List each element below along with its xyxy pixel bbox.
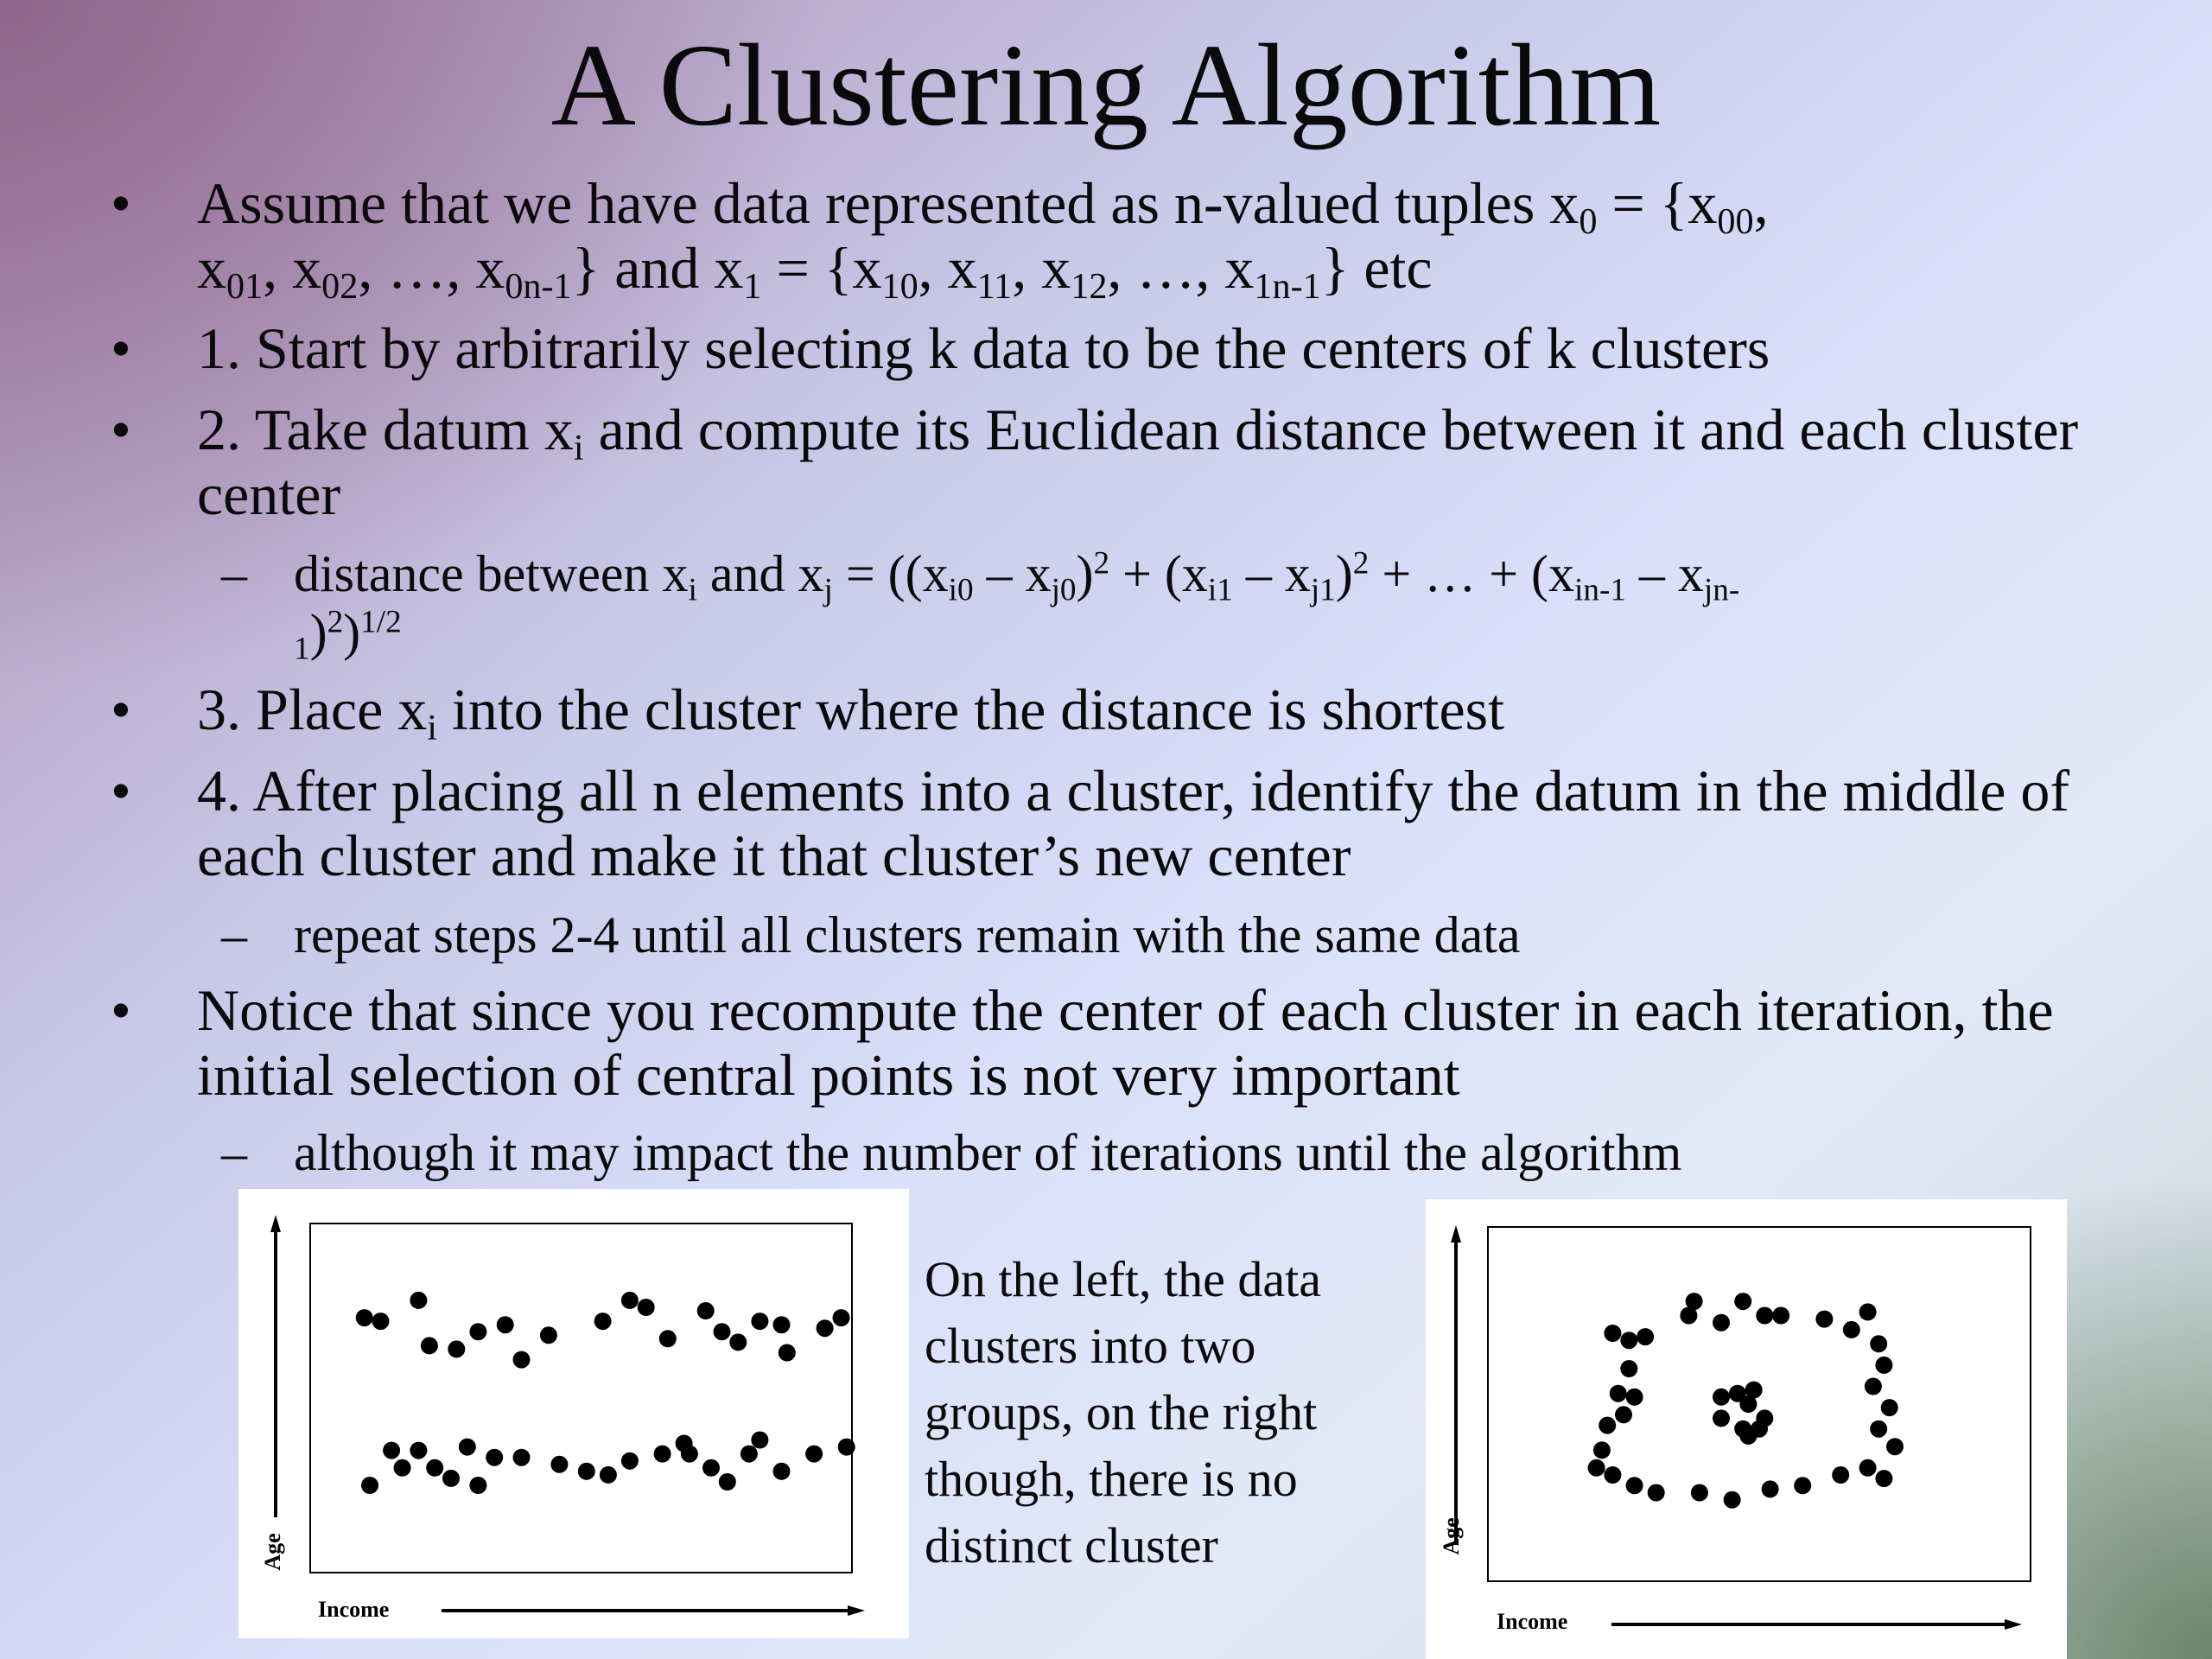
data-point (1762, 1480, 1779, 1497)
data-points (1588, 1293, 1904, 1509)
data-point (421, 1337, 438, 1354)
y-axis-arrowhead (1451, 1225, 1461, 1243)
x-axis-label: Income (318, 1597, 390, 1622)
data-point (1691, 1484, 1708, 1502)
bullet-assume-data: • Assume that we have data represented as n-valued tuples $x_0 = \{x_{00}$, $x_{01}$, $x_{02}$, …, $x_{0n-1}$} and $x_1 = \{x_{10}$, $x_{11}$, $x_{12}$, …, $x_{1n-1}$} etc (197, 171, 2150, 301)
slide-title: A Clustering Algorithm (550, 21, 1662, 150)
data-point (497, 1316, 514, 1333)
sub-bullet-iterations: – although it may impact the number of iterations until the algorithm (294, 1123, 2048, 1182)
figure-caption: On the left, the data clusters into two groups, on the right though, there is no distinct cluster (925, 1251, 1321, 1573)
data-point (729, 1333, 747, 1351)
data-point (1686, 1293, 1703, 1310)
data-point (578, 1463, 595, 1480)
data-point (1713, 1314, 1730, 1332)
data-point (540, 1326, 557, 1344)
data-point (654, 1446, 671, 1463)
data-point (410, 1292, 427, 1309)
data-point (1599, 1417, 1616, 1434)
data-point (1626, 1389, 1643, 1406)
data-point (1637, 1328, 1654, 1345)
data-point (1756, 1307, 1773, 1325)
data-point (1593, 1441, 1611, 1459)
data-point (513, 1351, 531, 1369)
data-point (719, 1473, 736, 1491)
data-point (1870, 1421, 1887, 1438)
data-point (1739, 1427, 1757, 1445)
data-point (1843, 1321, 1860, 1338)
data-point (621, 1452, 639, 1470)
data-point (383, 1442, 400, 1459)
plot-frame (1488, 1227, 2031, 1581)
data-point (702, 1459, 720, 1477)
data-point (751, 1313, 768, 1330)
data-point (817, 1319, 834, 1337)
data-point (1604, 1325, 1621, 1342)
scatter-plot-right (1426, 1199, 2067, 1659)
data-point (1815, 1311, 1833, 1328)
data-point (442, 1470, 460, 1487)
data-point (469, 1323, 486, 1340)
data-points (356, 1292, 855, 1494)
data-point (621, 1292, 639, 1309)
data-point (751, 1432, 768, 1449)
data-point (1713, 1409, 1730, 1427)
data-point (550, 1456, 568, 1473)
data-point (1739, 1395, 1757, 1413)
bullet-notice: • Notice that since you recompute the center of each cluster in each iteration, the initial selection of central points is not very important (197, 978, 2150, 1108)
data-point (1734, 1293, 1751, 1310)
data-point (486, 1449, 503, 1466)
data-point (1865, 1378, 1882, 1395)
data-point (1610, 1385, 1627, 1402)
data-point (638, 1299, 655, 1316)
data-point (1604, 1466, 1621, 1484)
data-point (1875, 1470, 1892, 1487)
x-axis-label: Income (1497, 1609, 1568, 1634)
scatter-figure-two-clusters (238, 1189, 909, 1638)
data-point (361, 1477, 378, 1494)
data-point (838, 1439, 855, 1456)
x-axis-arrowhead (848, 1605, 865, 1616)
data-point (1772, 1307, 1789, 1325)
data-point (741, 1446, 758, 1463)
data-point (1870, 1335, 1887, 1352)
data-point (372, 1313, 390, 1330)
data-point (805, 1446, 823, 1463)
data-point (833, 1309, 850, 1326)
data-point (773, 1463, 791, 1480)
data-point (773, 1316, 791, 1333)
data-point (697, 1302, 715, 1319)
plot-frame (310, 1224, 852, 1573)
sub-bullet-repeat: – repeat steps 2-4 until all clusters remain with the same data (294, 906, 2048, 964)
data-point (394, 1459, 411, 1477)
data-point (1794, 1477, 1811, 1494)
data-point (1588, 1459, 1605, 1477)
data-point (1859, 1459, 1877, 1477)
scatter-figure-ring (1426, 1199, 2067, 1659)
data-point (513, 1449, 531, 1466)
y-axis-label: Age (1439, 1517, 1464, 1555)
data-point (594, 1313, 612, 1330)
data-point (356, 1309, 373, 1326)
bullet-step-4: • 4. After placing all n elements into a cluster, identify the datum in the middle of each cluster and make it that cluster’s new center (197, 759, 2150, 888)
data-point (426, 1459, 443, 1477)
data-point (779, 1344, 796, 1362)
data-point (1648, 1484, 1665, 1502)
data-point (1626, 1477, 1643, 1494)
data-point (1615, 1406, 1632, 1423)
data-point (1620, 1360, 1637, 1377)
data-point (1620, 1332, 1637, 1349)
data-point (410, 1442, 427, 1459)
data-point (681, 1446, 698, 1463)
y-axis-arrowhead (270, 1215, 281, 1232)
y-axis-label: Age (260, 1533, 285, 1571)
data-point (469, 1477, 486, 1494)
data-point (659, 1330, 677, 1347)
scatter-plot-left (238, 1189, 909, 1638)
sub-bullet-distance-formula: – distance between $x_i$ and $x_j = ((x_{i0} - x_{j0})^2 + (x_{i1} - x_{j1})^2$ + … + ($x_{in-1} - x_{jn-}$ $_1$)$^2$)$^{1/2}$ (294, 544, 2048, 662)
data-point (714, 1323, 731, 1340)
data-point (1881, 1399, 1898, 1416)
bullet-step-3: • 3. Place $x_i$ into the cluster where the distance is shortest (197, 677, 2150, 742)
data-point (1886, 1438, 1904, 1455)
data-point (1875, 1357, 1892, 1374)
x-axis-arrowhead (2005, 1619, 2022, 1630)
bullet-step-1: • 1. Start by arbitrarily selecting k data to be the centers of k clusters (197, 316, 2150, 381)
data-point (1756, 1409, 1773, 1427)
data-point (459, 1439, 476, 1456)
data-point (1713, 1389, 1730, 1406)
data-point (1832, 1466, 1849, 1484)
data-point (1859, 1303, 1877, 1320)
data-point (448, 1340, 465, 1357)
bullet-step-2: • 2. Take datum $x_i$ and compute its Euclidean distance between it and each cluster center (197, 397, 2150, 527)
data-point (1724, 1491, 1741, 1509)
data-point (600, 1466, 617, 1484)
